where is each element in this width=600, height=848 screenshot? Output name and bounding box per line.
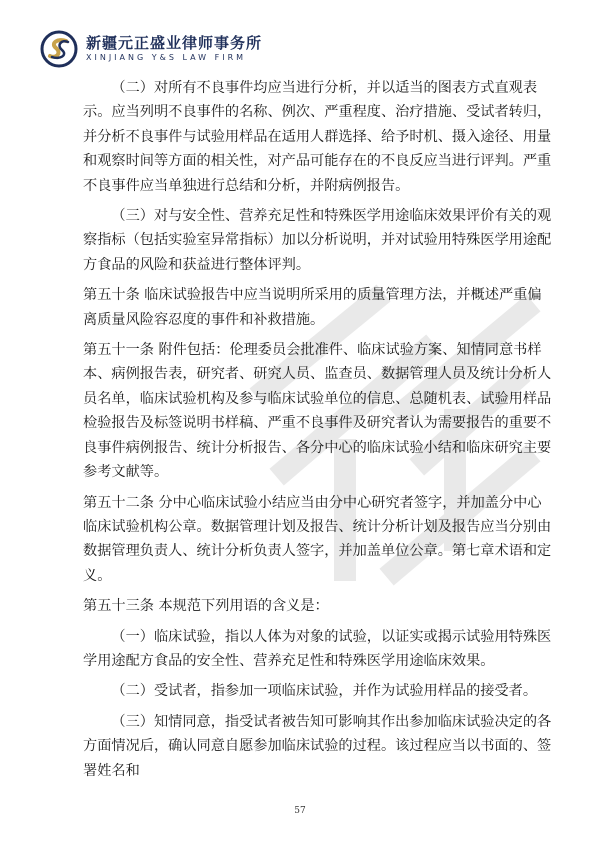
paragraph: （三）对与安全性、营养充足性和特殊医学用途临床效果评价有关的观察指标（包括实验室异常指标）加以分析说明，并对试验用特殊医学用途配方食品的风险和获益进行整体评判。 (83, 208, 552, 273)
paragraph: 第五十条 临床试验报告中应当说明所采用的质量管理方法，并概述严重偏离质量风险容忍度的事件和补救措施。 (83, 287, 542, 328)
paragraph: （一）临床试验，指以人体为对象的试验，以证实或揭示试验用特殊医学用途配方食品的安全性、营养充足性和特殊医学用途临床效果。 (83, 628, 552, 669)
document-body (83, 76, 553, 783)
firm-name: 新疆元正盛业律师事务所 (86, 34, 263, 52)
page-number: 57 (294, 806, 306, 816)
paragraph: （三）知情同意，指受试者被告知可影响其作出参加临床试验决定的各方面情况后，确认同意自愿参加临床试验的过程。该过程应当以书面的、签署姓名和 (83, 713, 552, 779)
paragraph: 第五十二条 分中心临床试验小结应当由分中心研究者签字，并加盖分中心临床试验机构公章。数据管理计划及报告、统计分析计划及报告应当分别由数据管理负责人、统计分析负责人签字，并加盖单位公章。第七章术语和定义。 (83, 494, 552, 584)
firm-logo-icon (40, 30, 78, 68)
paragraph: 第五十一条 附件包括：伦理委员会批准件、临床试验方案、知情同意书样本、病例报告表，研究者、研究人员、监查员、数据管理人员及统计分析人员名单，临床试验机构及参与临床试验单位的信息、总随机表、试验用样品检验报告及标签说明书样稿、严重不良事件及研究者认为需要报告的重要不良事件病例报告、统计分析报告、各分中心的临床试验小结和临床研究主要参考文献等。 (83, 342, 552, 481)
paragraph: （二）受试者，指参加一项临床试验，并作为试验用样品的接受者。 (111, 683, 538, 700)
letterhead (40, 28, 560, 72)
paragraph: （二）对所有不良事件均应当进行分析，并以适当的图表方式直观表示。应当列明不良事件的名称、例次、严重程度、治疗措施、受试者转归，并分析不良事件与试验用样品在适用人群选择、给予时机、摄入途径、用量和观察时间等方面的相关性，对产品可能存在的不良反应当进行评判。严重不良事件应当单独进行总结和分析，并附病例报告。 (83, 80, 552, 194)
paragraph: 第五十三条 本规范下列用语的含义是： (83, 598, 329, 615)
firm-subtitle: XINJIANG Y&S LAW FIRM (86, 53, 247, 62)
